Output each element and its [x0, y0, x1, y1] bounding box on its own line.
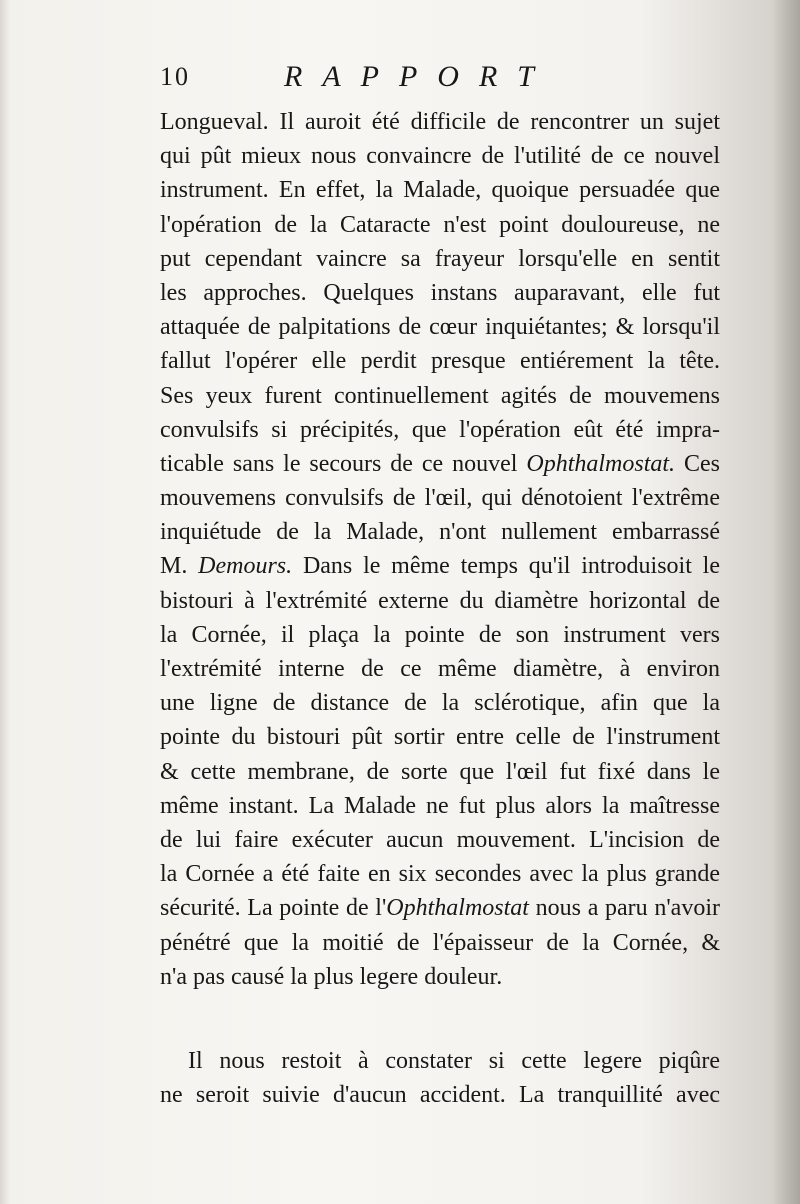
text-line: [160, 823, 720, 857]
text-run: les approches. Quelques instans auparavant, elle fut: [160, 279, 720, 306]
text-line: [160, 310, 720, 344]
paragraph: [160, 105, 720, 994]
text-run: la Cornée a été faite en six secondes avec la plus grande: [160, 861, 720, 888]
text-run: attaquée de palpitations de cœur inquiétantes; & lorsqu'il: [160, 314, 720, 341]
text-line: [160, 105, 720, 139]
text-run: Il nous restoit à constater si cette legere piqûre: [188, 1047, 720, 1074]
text-line: [160, 1078, 720, 1112]
text-line: [160, 926, 720, 960]
text-line: [160, 720, 720, 754]
text-run: sécurité. La pointe de l': [160, 895, 387, 922]
text-run: inquiétude de la Malade, n'ont nullement embarrassé: [160, 519, 720, 546]
text-run: une ligne de distance de la sclérotique, afin que la: [160, 690, 720, 717]
text-run: nous a paru n'avoir: [528, 895, 720, 922]
text-run: fallut l'opérer elle perdit presque entiérement la tête.: [160, 348, 720, 375]
text-line: [160, 379, 720, 413]
italic-text: Ophthalmostat: [386, 895, 529, 922]
text-line: [160, 413, 720, 447]
text-run: instrument. En effet, la Malade, quoique persuadée que: [160, 177, 720, 204]
text-run: n'a pas causé la plus legere douleur.: [160, 963, 503, 990]
text-line: [160, 1044, 720, 1078]
page-header: [160, 58, 720, 98]
text-line: [160, 173, 720, 207]
text-line: [160, 755, 720, 789]
text-run: convulsifs si précipités, que l'opération eût été impra-: [160, 416, 720, 443]
italic-text: Ophthalmostat.: [526, 450, 676, 477]
body-text: [160, 105, 720, 1112]
page-right-edge-shadow: [772, 0, 800, 1204]
text-line: [160, 960, 720, 994]
text-line: [160, 891, 720, 925]
text-line: [160, 789, 720, 823]
text-run: ne seroit suivie d'aucun accident. La tranquillité avec: [160, 1082, 720, 1109]
text-line: [160, 652, 720, 686]
text-line: [160, 857, 720, 891]
paragraph: [160, 1044, 720, 1112]
page-left-edge: [0, 0, 10, 1204]
text-line: [160, 549, 720, 583]
text-run: ticable sans le secours de ce nouvel: [160, 450, 527, 477]
text-run: & cette membrane, de sorte que l'œil fut fixé dans le: [160, 758, 720, 785]
text-line: [160, 344, 720, 378]
text-run: put cependant vaincre sa frayeur lorsqu'elle en sentit: [160, 245, 720, 272]
text-run: bistouri à l'extrémité externe du diamètre horizontal de: [160, 587, 720, 614]
text-run: Ces: [675, 450, 720, 477]
text-run: qui pût mieux nous convaincre de l'utilité de ce nouvel: [160, 143, 720, 170]
text-line: [160, 686, 720, 720]
text-run: Longueval. Il auroit été difficile de rencontrer un sujet: [160, 109, 720, 135]
page-number: 10: [160, 62, 190, 91]
text-run: même instant. La Malade ne fut plus alors la maîtresse: [160, 792, 720, 819]
text-line: [160, 584, 720, 618]
text-run: Ses yeux furent continuellement agités de mouvemens: [160, 382, 720, 409]
text-line: [160, 276, 720, 310]
text-line: [160, 515, 720, 549]
text-run: M.: [160, 553, 199, 580]
text-run: l'extrémité interne de ce même diamètre, à environ: [160, 656, 720, 682]
text-line: [160, 618, 720, 652]
text-run: Dans le même temps qu'il introduisoit le: [292, 553, 720, 580]
italic-text: Demours.: [198, 553, 293, 580]
text-run: pénétré que la moitié de l'épaisseur de la Cornée, &: [160, 929, 720, 956]
text-line: [160, 481, 720, 515]
text-run: de lui faire exécuter aucun mouvement. L'incision de: [160, 826, 720, 853]
text-line: [160, 242, 720, 276]
paragraph-gap: [160, 994, 720, 1044]
text-line: [160, 447, 720, 481]
text-run: la Cornée, il plaça la pointe de son instrument vers: [160, 621, 720, 648]
text-line: [160, 139, 720, 173]
text-run: l'opération de la Cataracte n'est point douloureuse, ne: [160, 211, 720, 238]
text-run: mouvemens convulsifs de l'œil, qui dénotoient l'extrême: [160, 485, 720, 512]
text-run: pointe du bistouri pût sortir entre celle de l'instrument: [160, 724, 720, 751]
running-head: RAPPORT: [284, 60, 554, 93]
text-line: [160, 208, 720, 242]
